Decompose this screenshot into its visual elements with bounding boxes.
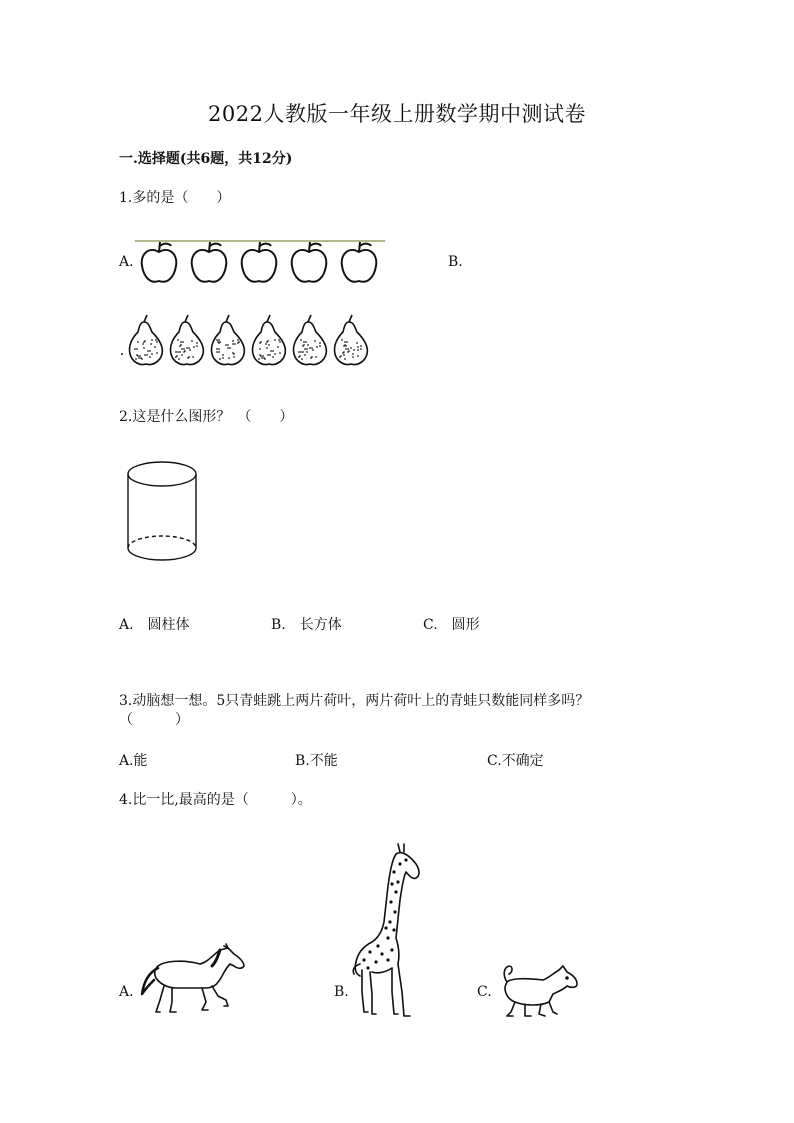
pear-icon — [293, 315, 326, 365]
question-4-option-b: B. — [334, 984, 349, 1000]
pear-icon — [129, 315, 162, 365]
question-3-option-c: C.不确定 — [487, 753, 544, 769]
question-4-option-a: A. — [119, 984, 134, 1000]
question-1-stem: 1.多的是（ ） — [119, 190, 231, 206]
question-2-option-b: B. 长方体 — [271, 617, 342, 633]
question-4-stem: 4.比一比,最高的是（ ）。 — [119, 792, 312, 808]
apple-icon — [292, 242, 327, 282]
pear-icon — [211, 315, 244, 365]
question-2-stem: 2.这是什么图形？ （ ） — [119, 409, 294, 425]
apple-icon — [142, 242, 177, 282]
question-3-stem-continued: （ ） — [119, 712, 189, 728]
question-3-option-a: A.能 — [119, 753, 148, 769]
apple-icon — [242, 242, 277, 282]
pears-image — [120, 312, 370, 368]
question-1-option-b: B. — [448, 254, 463, 270]
pear-icon — [170, 315, 203, 365]
giraffe-image — [348, 842, 424, 1020]
section-heading: 一.选择题(共6题，共12分) — [119, 151, 293, 167]
cylinder-figure — [126, 460, 198, 570]
horse-image — [136, 944, 248, 1016]
question-2-option-c: C. 圆形 — [423, 617, 480, 633]
pear-icon — [252, 315, 285, 365]
question-4-option-c: C. — [477, 984, 492, 1000]
pear-icon — [334, 315, 367, 365]
question-1-option-a: A. — [119, 254, 134, 270]
question-3-stem: 3.动脑想一想。5只青蛙跳上两片荷叶，两片荷叶上的青蛙只数能同样多吗？ — [119, 693, 590, 709]
page-title: 2022人教版一年级上册数学期中测试卷 — [208, 102, 586, 126]
question-2-option-a: A. 圆柱体 — [119, 617, 190, 633]
apples-image — [133, 236, 387, 292]
apple-icon — [192, 242, 227, 282]
dog-image — [497, 962, 581, 1020]
question-3-option-b: B.不能 — [295, 753, 338, 769]
apple-icon — [342, 242, 377, 282]
